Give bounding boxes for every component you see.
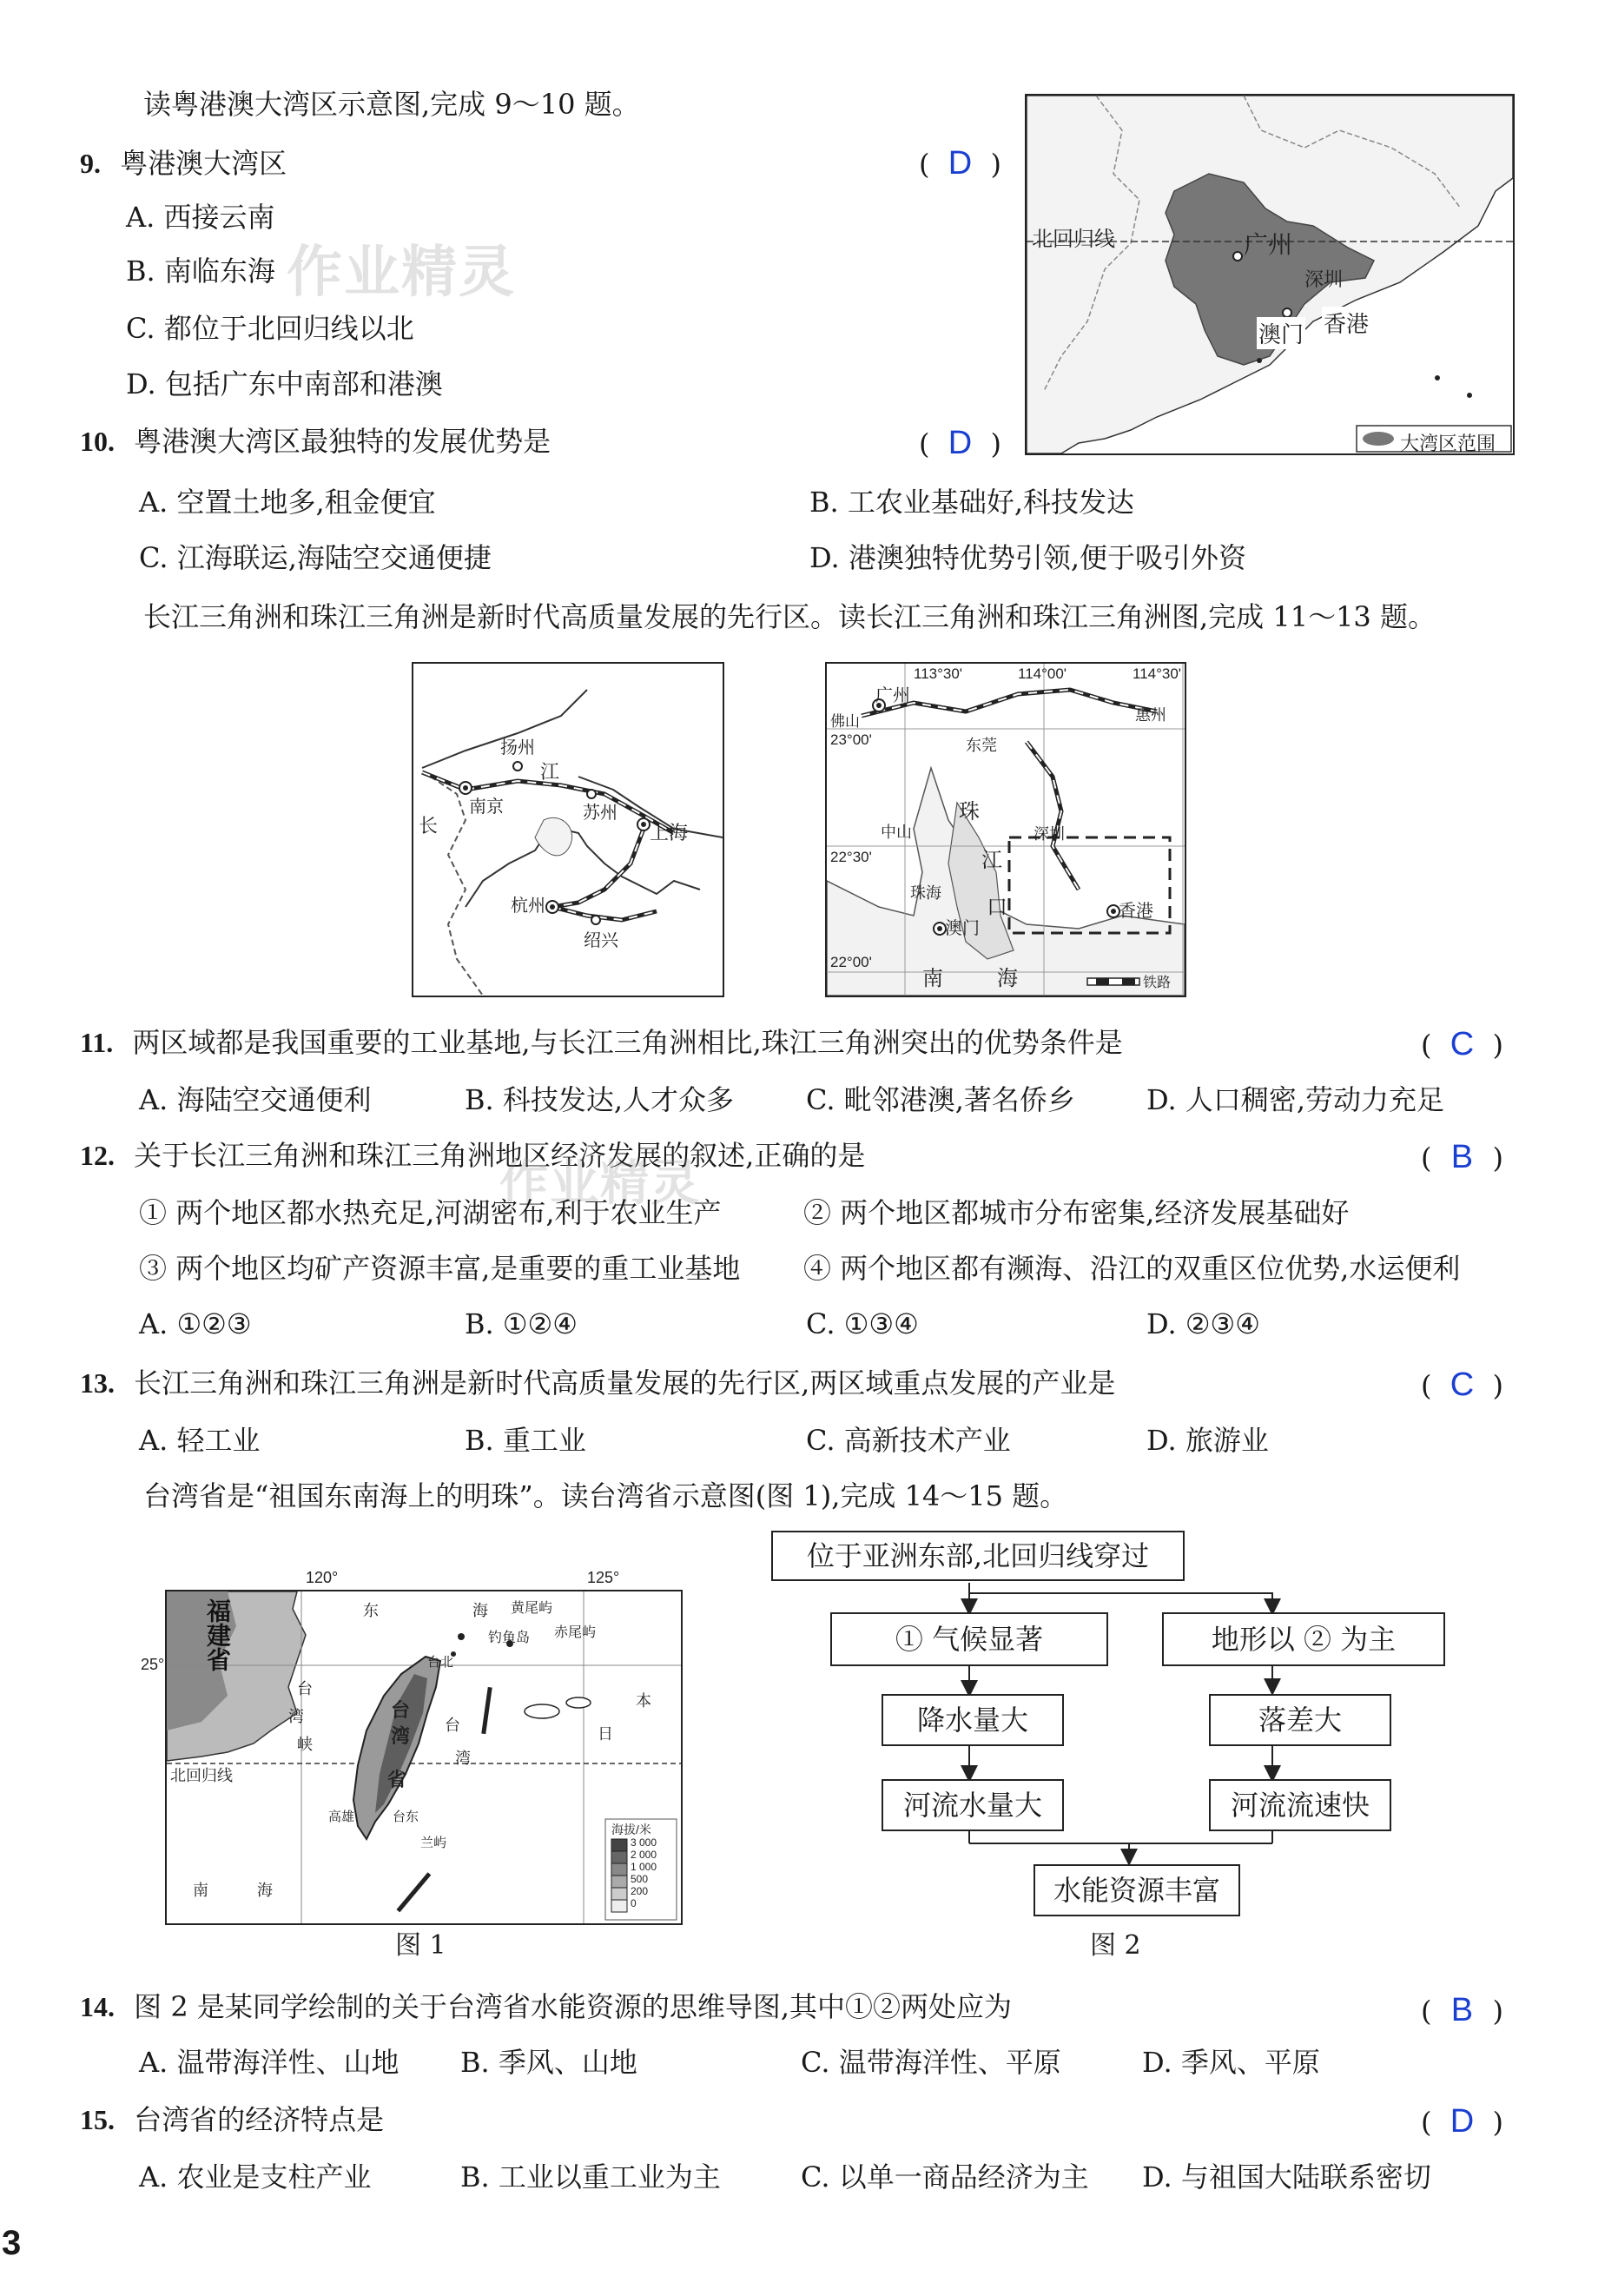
yd-yangzhou: 扬州 bbox=[500, 738, 535, 758]
question-15 bbox=[80, 2101, 384, 2139]
pd-foshan: 佛山 bbox=[830, 713, 860, 730]
question-12 bbox=[80, 1136, 865, 1174]
question-number: 15. bbox=[80, 2104, 115, 2135]
tw-nan: 南 bbox=[193, 1882, 208, 1899]
answer-paren-13: ( C ) bbox=[1421, 1366, 1503, 1403]
tw-lon2: 125° bbox=[587, 1569, 620, 1586]
mindmap-left3: 河流水量大 bbox=[882, 1779, 1064, 1831]
tw-wan-strait: 湾 bbox=[288, 1708, 304, 1725]
q9-option-a: A. 西接云南 bbox=[126, 201, 275, 234]
answer-10: D bbox=[948, 425, 973, 461]
answer-15: D bbox=[1450, 2103, 1475, 2140]
pd-zhongshan: 中山 bbox=[881, 824, 912, 841]
q14-option-c: C. 温带海洋性、平原 bbox=[801, 2046, 1061, 2079]
tw-huangwei: 黄尾屿 bbox=[511, 1601, 553, 1616]
mindmap-right2: 落差大 bbox=[1209, 1694, 1391, 1746]
question-stem: 粤港澳大湾区 bbox=[120, 147, 287, 180]
answer-paren-9: ( D ) bbox=[919, 145, 1001, 182]
tw-hai2: 海 bbox=[257, 1882, 273, 1899]
q11-option-a: A. 海陆空交通便利 bbox=[139, 1083, 372, 1116]
watermark: 作业精灵 bbox=[499, 1155, 701, 1212]
question-13 bbox=[80, 1364, 1115, 1402]
q11-option-d: D. 人口稠密,劳动力充足 bbox=[1146, 1083, 1445, 1116]
q14-option-d: D. 季风、平原 bbox=[1142, 2046, 1320, 2079]
pd-lon1: 113°30' bbox=[914, 665, 963, 682]
q12-statement-4: ④ 两个地区都有濒海、沿江的双重区位优势,水运便利 bbox=[803, 1252, 1461, 1285]
answer-11: C bbox=[1450, 1026, 1475, 1062]
answer-paren-15: ( D ) bbox=[1421, 2103, 1503, 2140]
tw-ri: 日 bbox=[598, 1725, 613, 1743]
question-stem: 长江三角洲和珠江三角洲是新时代高质量发展的先行区,两区域重点发展的产业是 bbox=[134, 1366, 1116, 1399]
tw-legend-4: 200 bbox=[631, 1885, 649, 1897]
question-stem: 图 2 是某同学绘制的关于台湾省水能资源的思维导图,其中①②两处应为 bbox=[134, 1990, 1013, 2023]
q12-option-b: B. ①②④ bbox=[465, 1307, 578, 1340]
tw-dong: 东 bbox=[363, 1602, 379, 1619]
tw-taidong: 台东 bbox=[393, 1810, 419, 1824]
tw-chiwei: 赤尾屿 bbox=[554, 1625, 597, 1640]
gba-guangzhou: 广州 bbox=[1244, 231, 1293, 258]
tw-taibei: 台北 bbox=[427, 1655, 454, 1670]
answer-12: B bbox=[1450, 1139, 1474, 1175]
question-number: 12. bbox=[80, 1140, 115, 1171]
q10-option-c: C. 江海联运,海陆空交通便捷 bbox=[139, 541, 492, 574]
pd-macau: 澳门 bbox=[945, 919, 980, 938]
pd-hongkong: 香港 bbox=[1119, 902, 1153, 921]
page-number: 3 bbox=[2, 2224, 22, 2262]
answer-paren-11: ( C ) bbox=[1421, 1026, 1503, 1062]
figure2-caption: 图 2 bbox=[1090, 1930, 1141, 1961]
tw-tai-strait-1: 台 bbox=[297, 1680, 313, 1697]
q12-statement-2: ② 两个地区都城市分布密集,经济发展基础好 bbox=[803, 1196, 1350, 1229]
gba-shenzhen: 深圳 bbox=[1304, 268, 1344, 290]
q13-option-c: C. 高新技术产业 bbox=[806, 1424, 1011, 1457]
answer-9: D bbox=[948, 145, 973, 182]
answer-paren-10: ( D ) bbox=[919, 425, 1001, 461]
q14-option-a: A. 温带海洋性、山地 bbox=[139, 2046, 400, 2079]
question-9 bbox=[80, 144, 287, 182]
q14-option-b: B. 季风、山地 bbox=[460, 2046, 637, 2079]
q9-option-c: C. 都位于北回归线以北 bbox=[126, 312, 414, 345]
question-stem: 台湾省的经济特点是 bbox=[134, 2103, 385, 2136]
tw-diaoyu: 钓鱼岛 bbox=[488, 1631, 531, 1645]
tw-fujian: 福建省 bbox=[204, 1598, 231, 1671]
q12-option-c: C. ①③④ bbox=[806, 1307, 919, 1340]
q9-option-b: B. 南临东海 bbox=[126, 255, 275, 288]
answer-paren-12: ( B ) bbox=[1421, 1139, 1503, 1175]
q15-option-b: B. 工业以重工业为主 bbox=[460, 2160, 721, 2193]
watermark: 作业精灵 bbox=[287, 241, 516, 305]
intro-11-13: 长江三角洲和珠江三角洲是新时代高质量发展的先行区。读长江三角洲和珠江三角洲图,完成 11～13 题。 bbox=[143, 600, 1436, 633]
tw-tai-island: 台 bbox=[391, 1699, 411, 1721]
tw-tai-east: 台 bbox=[445, 1717, 460, 1734]
q11-option-c: C. 毗邻港澳,著名侨乡 bbox=[806, 1083, 1075, 1116]
tw-sheng: 省 bbox=[387, 1769, 407, 1790]
tw-legend-1: 2 000 bbox=[631, 1849, 657, 1861]
question-11 bbox=[80, 1023, 1123, 1062]
mindmap-right1: 地形以 ② 为主 bbox=[1162, 1612, 1445, 1666]
tw-legend-5: 0 bbox=[631, 1897, 637, 1909]
mindmap-left1: ① 气候显著 bbox=[830, 1612, 1108, 1666]
question-number: 10. bbox=[80, 426, 115, 457]
answer-paren-14: ( B ) bbox=[1421, 1992, 1503, 2028]
yd-jiang: 江 bbox=[540, 761, 560, 783]
yd-chang: 长 bbox=[419, 815, 439, 837]
map-pearl-delta bbox=[825, 662, 1186, 997]
pd-guangzhou: 广州 bbox=[875, 686, 910, 705]
gba-hongkong: 香港 bbox=[1322, 307, 1370, 339]
pd-lon2: 114°00' bbox=[1018, 665, 1067, 682]
q12-statement-1: ① 两个地区都水热充足,河湖密布,利于农业生产 bbox=[139, 1196, 722, 1229]
question-number: 14. bbox=[80, 1991, 115, 2022]
q13-option-a: A. 轻工业 bbox=[139, 1424, 261, 1457]
pd-zhu: 珠 bbox=[959, 800, 980, 824]
answer-13: C bbox=[1450, 1366, 1475, 1403]
question-stem: 粤港澳大湾区最独特的发展优势是 bbox=[134, 425, 551, 458]
q12-option-a: A. ①②③ bbox=[139, 1307, 252, 1340]
q15-option-d: D. 与祖国大陆联系密切 bbox=[1142, 2160, 1431, 2193]
yd-shaoxing: 绍兴 bbox=[584, 931, 618, 950]
tw-hai: 海 bbox=[472, 1602, 488, 1619]
tw-lanyu: 兰屿 bbox=[420, 1836, 447, 1850]
tw-lon1: 120° bbox=[306, 1569, 339, 1586]
q15-option-c: C. 以单一商品经济为主 bbox=[801, 2160, 1089, 2193]
mindmap-right3: 河流流速快 bbox=[1209, 1779, 1391, 1831]
pd-huizhou: 惠州 bbox=[1135, 706, 1166, 724]
mindmap-top: 位于亚洲东部,北回归线穿过 bbox=[771, 1531, 1185, 1581]
tw-wan-east: 湾 bbox=[455, 1750, 471, 1767]
pd-hai: 海 bbox=[997, 967, 1018, 990]
map-greater-bay-area bbox=[1025, 94, 1515, 455]
yd-suzhou: 苏州 bbox=[583, 804, 617, 823]
yd-hangzhou: 杭州 bbox=[511, 897, 545, 916]
tw-xia: 峡 bbox=[297, 1736, 313, 1753]
pd-lat2: 22°30' bbox=[830, 849, 872, 865]
pd-nan: 南 bbox=[922, 967, 943, 990]
mindmap-left2: 降水量大 bbox=[882, 1694, 1064, 1746]
pd-lon3: 114°30' bbox=[1133, 665, 1182, 682]
tw-wan-island: 湾 bbox=[391, 1725, 411, 1747]
pd-lat1: 23°00' bbox=[830, 731, 872, 748]
tw-legend-2: 1 000 bbox=[631, 1861, 657, 1873]
tw-legend-title: 海拔/米 bbox=[611, 1823, 651, 1836]
pd-kou: 口 bbox=[987, 896, 1007, 919]
pd-railway: 铁路 bbox=[1143, 976, 1172, 990]
yd-nanjing: 南京 bbox=[469, 797, 504, 817]
mindmap-bottom: 水能资源丰富 bbox=[1034, 1864, 1240, 1916]
q11-option-b: B. 科技发达,人才众多 bbox=[465, 1083, 735, 1116]
map-taiwan bbox=[141, 1569, 683, 1925]
gba-macau: 澳门 bbox=[1257, 317, 1305, 349]
answer-14: B bbox=[1450, 1992, 1474, 2028]
gba-map-svg bbox=[1027, 96, 1513, 453]
question-14 bbox=[80, 1988, 1012, 2026]
question-number: 11. bbox=[80, 1027, 114, 1058]
pd-lat3: 22°00' bbox=[830, 954, 872, 970]
tw-gaoxiong: 高雄 bbox=[328, 1810, 355, 1824]
pd-dongguan: 东莞 bbox=[966, 737, 997, 754]
figure1-caption: 图 1 bbox=[395, 1930, 446, 1961]
q10-option-b: B. 工农业基础好,科技发达 bbox=[809, 486, 1135, 519]
pd-jiang: 江 bbox=[981, 849, 1002, 872]
q13-option-d: D. 旅游业 bbox=[1146, 1424, 1269, 1457]
q15-option-a: A. 农业是支柱产业 bbox=[139, 2160, 372, 2193]
q12-option-d: D. ②③④ bbox=[1146, 1307, 1260, 1340]
q12-statement-3: ③ 两个地区均矿产资源丰富,是重要的重工业基地 bbox=[139, 1252, 741, 1285]
question-stem: 两区域都是我国重要的工业基地,与长江三角洲相比,珠江三角洲突出的优势条件是 bbox=[132, 1026, 1123, 1059]
question-10 bbox=[80, 422, 551, 460]
tw-legend-0: 3 000 bbox=[631, 1836, 657, 1849]
tw-tropic: 北回归线 bbox=[170, 1767, 233, 1784]
pd-zhuhai: 珠海 bbox=[910, 884, 941, 902]
question-number: 9. bbox=[80, 148, 101, 179]
q10-option-a: A. 空置土地多,租金便宜 bbox=[139, 486, 436, 519]
tw-legend-3: 500 bbox=[631, 1873, 649, 1885]
gba-legend: 大湾区范围 bbox=[1400, 433, 1496, 454]
intro-9-10: 读粤港澳大湾区示意图,完成 9～10 题。 bbox=[143, 88, 640, 121]
pd-shenzhen: 深圳 bbox=[1034, 825, 1065, 843]
q9-option-d: D. 包括广东中南部和港澳 bbox=[126, 367, 443, 400]
q13-option-b: B. 重工业 bbox=[465, 1424, 586, 1457]
intro-14-15: 台湾省是“祖国东南海上的明珠”。读台湾省示意图(图 1),完成 14～15 题。 bbox=[143, 1479, 1068, 1512]
gba-tropic-label: 北回归线 bbox=[1032, 228, 1115, 251]
question-number: 13. bbox=[80, 1367, 115, 1399]
q10-option-d: D. 港澳独特优势引领,便于吸引外资 bbox=[809, 541, 1247, 574]
question-stem: 关于长江三角洲和珠江三角洲地区经济发展的叙述,正确的是 bbox=[134, 1139, 866, 1172]
yd-shanghai: 上海 bbox=[650, 822, 689, 844]
tw-lat1: 25° bbox=[141, 1656, 165, 1673]
map-yangtze-delta bbox=[412, 662, 724, 997]
tw-ben: 本 bbox=[636, 1692, 651, 1710]
